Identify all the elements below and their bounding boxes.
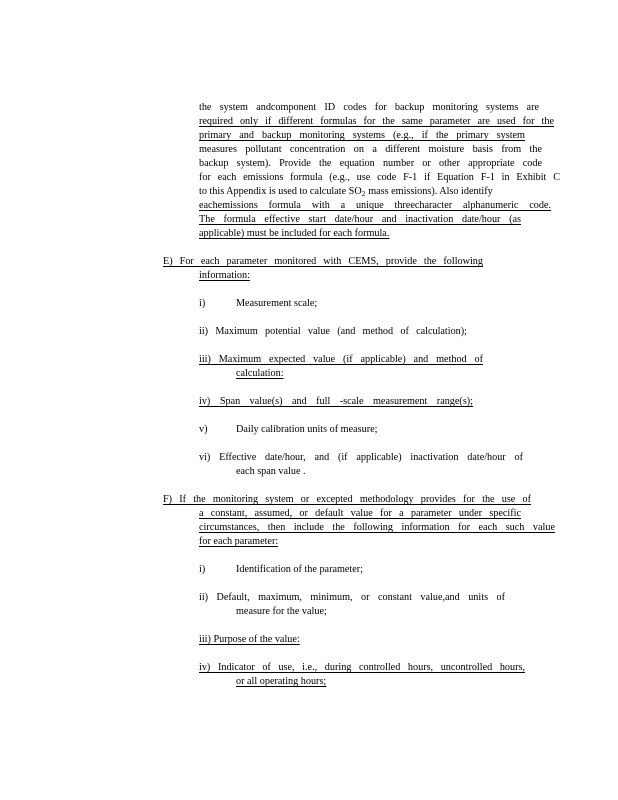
list-item: vi) Effective date/hour, and (if applicable) inactivation date/hour of (199, 452, 524, 463)
para-line: measures pollutant concentration on a different moisture basis from the (199, 144, 542, 155)
para-line: backup system). Provide the equation number or other appropriate code (199, 158, 542, 169)
list-marker: i) (199, 298, 206, 309)
list-item: iii) Maximum expected value (if applicable) and method of (199, 354, 484, 365)
para-line: the system andcomponent ID codes for backup monitoring systems are (199, 102, 539, 113)
section-f-heading-cont: for each parameter: (199, 536, 279, 547)
list-item-cont: each span value . (236, 466, 306, 477)
section-e-heading-cont: information: (199, 270, 250, 281)
list-item: iii) Purpose of the value: (199, 634, 300, 645)
para-line: primary and backup monitoring systems (e.g., if the primary system (199, 130, 525, 141)
para-line-so2: to this Appendix is used to calculate $SO_2$ mass emissions). Also identify (199, 186, 493, 198)
list-item-cont: measure for the value; (236, 606, 327, 617)
list-item-cont: or all operating hours; (236, 676, 327, 687)
section-f-heading: F) If the monitoring system or excepted methodology provides for the use of (163, 494, 531, 505)
list-item: iv) Span value(s) and full -scale measurement range(s); (199, 396, 474, 407)
section-f-heading-cont: circumstances, then include the following information for each such value (199, 522, 555, 533)
list-marker: i) (199, 564, 206, 575)
para-line: for each emissions formula (e.g., use code F-1 if Equation F-1 in Exhibit C (199, 172, 560, 183)
list-item: ii) Default, maximum, minimum, or constant value,and units of (199, 592, 505, 603)
list-item-cont: calculation: (236, 368, 284, 379)
section-e-heading: E) For each parameter monitored with CEMS, provide the following (163, 256, 483, 267)
para-line: applicable) must be included for each formula. (199, 228, 390, 239)
para-line: required only if different formulas for the same parameter are used for the (199, 116, 554, 127)
so2-subscript: 2 (361, 190, 366, 198)
para-line: The formula effective start date/hour and inactivation date/hour (as (199, 214, 521, 225)
list-item-text: Daily calibration units of measure; (236, 424, 378, 435)
list-item: ii) Maximum potential value (and method of calculation); (199, 326, 467, 337)
section-f-heading-cont: a constant, assumed, or default value for a parameter under specific (199, 508, 521, 519)
list-marker: v) (199, 424, 208, 435)
list-item-text: Measurement scale; (236, 298, 318, 309)
para-line: eachemissions formula with a unique threecharacter alphanumeric code. (199, 200, 551, 211)
list-item: iv) Indicator of use, i.e., during controlled hours, uncontrolled hours, (199, 662, 526, 673)
list-item-text: Identification of the parameter; (236, 564, 364, 575)
